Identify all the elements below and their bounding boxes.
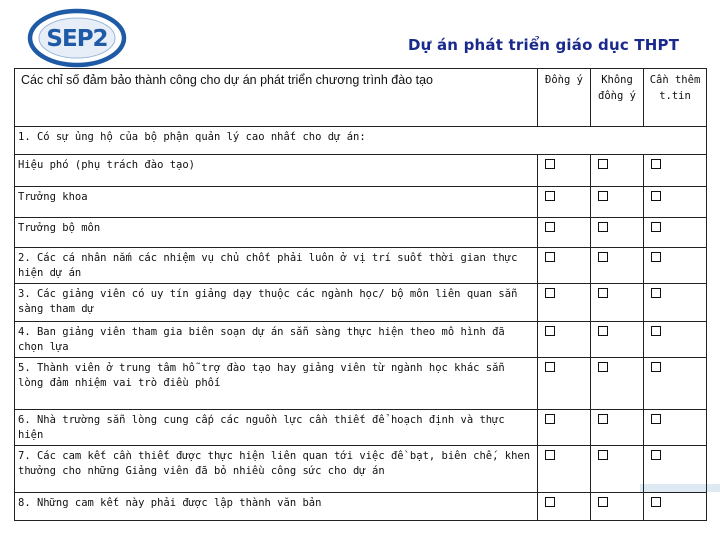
row-label: 4. Ban giảng viên tham gia biên soạn dự án sẵn sàng thực hiện theo mô hình đã chọn lựa xyxy=(15,322,538,358)
agree-checkbox[interactable] xyxy=(545,252,555,262)
table-row xyxy=(15,358,707,410)
header-need-more-info: Cần thêm t.tin xyxy=(644,69,707,127)
agree-checkbox[interactable] xyxy=(545,159,555,169)
agree-checkbox[interactable] xyxy=(545,326,555,336)
row-label: 7. Các cam kết cần thiết được thực hiện liên quan tới việc đề bạt, biên chế, khen thưởng cho những Giảng viên đã bỏ nhiều công sức cho dự án xyxy=(15,446,538,493)
row-label: Hiệu phó (phụ trách đào tạo) xyxy=(15,155,538,187)
row-label: Trưởng khoa xyxy=(15,187,538,218)
need-more-info-checkbox[interactable] xyxy=(651,191,661,201)
disagree-checkbox[interactable] xyxy=(598,252,608,262)
need-more-info-checkbox[interactable] xyxy=(651,159,661,169)
section-label: 1. Có sự ủng hộ của bộ phận quản lý cao nhất cho dự án: xyxy=(15,127,707,155)
table-row xyxy=(15,493,707,521)
section-row xyxy=(15,127,707,155)
disagree-checkbox[interactable] xyxy=(598,159,608,169)
header-row xyxy=(15,69,707,127)
project-title: Dự án phát triển giáo dục THPT xyxy=(408,36,680,54)
table-row xyxy=(15,248,707,284)
header-disagree: Không đồng ý xyxy=(591,69,644,127)
agree-checkbox[interactable] xyxy=(545,450,555,460)
row-label: 2. Các cá nhân nắm các nhiệm vụ chủ chốt phải luôn ở vị trí suốt thời gian thực hiện dự án xyxy=(15,248,538,284)
need-more-info-checkbox[interactable] xyxy=(651,288,661,298)
disagree-checkbox[interactable] xyxy=(598,222,608,232)
svg-text:SEP2: SEP2 xyxy=(46,26,108,52)
table-row xyxy=(15,187,707,218)
need-more-info-checkbox[interactable] xyxy=(651,497,661,507)
need-more-info-checkbox[interactable] xyxy=(651,222,661,232)
table-row xyxy=(15,322,707,358)
row-label: 3. Các giảng viên có uy tín giảng dạy thuộc các ngành học/ bộ môn liên quan sẵn sàng tham dự xyxy=(15,284,538,322)
row-label: 8. Những cam kết này phải được lập thành văn bản xyxy=(15,493,538,521)
need-more-info-checkbox[interactable] xyxy=(651,362,661,372)
agree-checkbox[interactable] xyxy=(545,288,555,298)
table-row xyxy=(15,218,707,248)
disagree-checkbox[interactable] xyxy=(598,288,608,298)
need-more-info-checkbox[interactable] xyxy=(651,252,661,262)
table-row xyxy=(15,446,707,493)
disagree-checkbox[interactable] xyxy=(598,362,608,372)
need-more-info-checkbox[interactable] xyxy=(651,450,661,460)
header-criteria: Các chỉ số đảm bảo thành công cho dự án phát triển chương trình đào tạo xyxy=(15,69,538,127)
disagree-checkbox[interactable] xyxy=(598,414,608,424)
disagree-checkbox[interactable] xyxy=(598,326,608,336)
checklist-table xyxy=(14,68,707,521)
need-more-info-checkbox[interactable] xyxy=(651,326,661,336)
disagree-checkbox[interactable] xyxy=(598,191,608,201)
agree-checkbox[interactable] xyxy=(545,497,555,507)
table-row xyxy=(15,284,707,322)
header-agree: Đồng ý xyxy=(538,69,591,127)
row-label: 6. Nhà trường sẵn lòng cung cấp các nguồn lực cần thiết để hoạch định và thực hiện xyxy=(15,410,538,446)
row-label: Trưởng bộ môn xyxy=(15,218,538,248)
table-row xyxy=(15,410,707,446)
agree-checkbox[interactable] xyxy=(545,362,555,372)
row-label: 5. Thành viên ở trung tâm hỗ trợ đào tạo hay giảng viên từ ngành học khác sẵn lòng đảm nhiệm vai trò điều phối xyxy=(15,358,538,410)
disagree-checkbox[interactable] xyxy=(598,497,608,507)
agree-checkbox[interactable] xyxy=(545,414,555,424)
table-row xyxy=(15,155,707,187)
need-more-info-checkbox[interactable] xyxy=(651,414,661,424)
disagree-checkbox[interactable] xyxy=(598,450,608,460)
agree-checkbox[interactable] xyxy=(545,191,555,201)
agree-checkbox[interactable] xyxy=(545,222,555,232)
sep2-logo xyxy=(27,7,127,69)
